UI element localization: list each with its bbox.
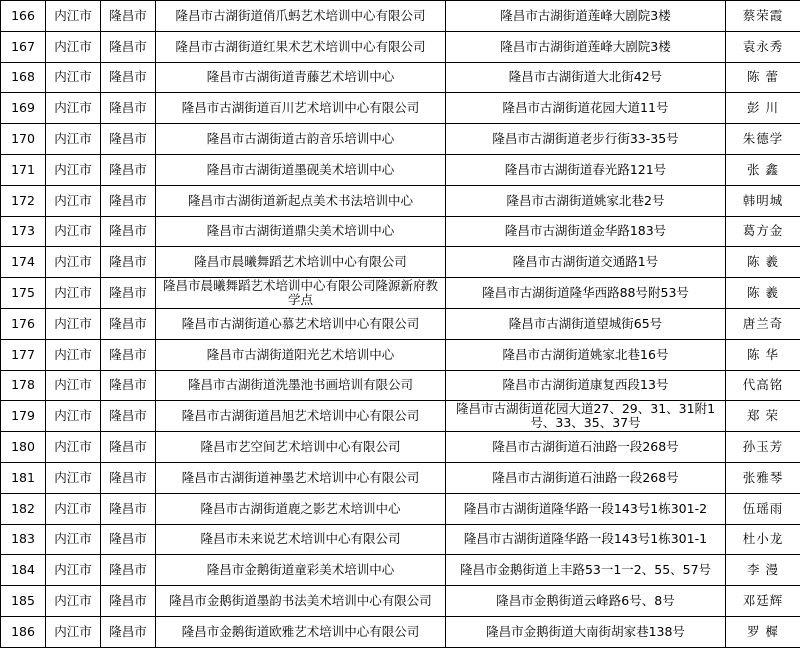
- table-row: [1, 62, 800, 93]
- table-row: [1, 555, 800, 586]
- city-cell: 内江市: [46, 524, 101, 555]
- contact-person-cell: 朱德学: [726, 124, 800, 155]
- institution-name-cell: 隆昌市古湖街道新起点美术书法培训中心: [156, 185, 446, 216]
- county-cell: 隆昌市: [101, 339, 156, 370]
- table-row: [1, 308, 800, 339]
- county-cell: 隆昌市: [101, 124, 156, 155]
- city-cell: 内江市: [46, 370, 101, 401]
- county-cell: 隆昌市: [101, 308, 156, 339]
- contact-person-cell: 邓廷辉: [726, 586, 800, 617]
- institution-name-cell: 隆昌市金鹅街道童彩美术培训中心: [156, 555, 446, 586]
- address-cell: 隆昌市金鹅街道大南街胡家巷138号: [446, 616, 726, 647]
- row-number-cell: 172: [1, 185, 46, 216]
- address-cell: 隆昌市金鹅街道云峰路6号、8号: [446, 586, 726, 617]
- institution-name-cell: 隆昌市艺空间艺术培训中心有限公司: [156, 432, 446, 463]
- city-cell: 内江市: [46, 185, 101, 216]
- table-row: [1, 462, 800, 493]
- table-row: [1, 185, 800, 216]
- row-number-cell: 179: [1, 401, 46, 432]
- address-cell: 隆昌市古湖街道莲峰大剧院3楼: [446, 31, 726, 62]
- city-cell: 内江市: [46, 216, 101, 247]
- county-cell: 隆昌市: [101, 432, 156, 463]
- county-cell: 隆昌市: [101, 370, 156, 401]
- county-cell: 隆昌市: [101, 216, 156, 247]
- institution-name-cell: 隆昌市古湖街道百川艺术培训中心有限公司: [156, 93, 446, 124]
- address-cell: 隆昌市古湖街道石油路一段268号: [446, 432, 726, 463]
- city-cell: 内江市: [46, 493, 101, 524]
- city-cell: 内江市: [46, 247, 101, 278]
- address-cell: 隆昌市古湖街道姚家北巷2号: [446, 185, 726, 216]
- table-row: [1, 401, 800, 432]
- institution-name-cell: 隆昌市晨曦舞蹈艺术培训中心有限公司隆源新府教学点: [156, 278, 446, 309]
- row-number-cell: 178: [1, 370, 46, 401]
- county-cell: 隆昌市: [101, 185, 156, 216]
- contact-person-cell: 代高铭: [726, 370, 800, 401]
- contact-person-cell: 张雅琴: [726, 462, 800, 493]
- city-cell: 内江市: [46, 401, 101, 432]
- address-cell: 隆昌市古湖街道隆华西路88号附53号: [446, 278, 726, 309]
- table-row: [1, 31, 800, 62]
- address-cell: 隆昌市古湖街道康复西段13号: [446, 370, 726, 401]
- address-cell: 隆昌市古湖街道姚家北巷16号: [446, 339, 726, 370]
- contact-person-cell: 陈 蕾: [726, 62, 800, 93]
- institution-name-cell: 隆昌市晨曦舞蹈艺术培训中心有限公司: [156, 247, 446, 278]
- contact-person-cell: 袁永秀: [726, 31, 800, 62]
- institution-name-cell: 隆昌市古湖街道神墨艺术培训中心有限公司: [156, 462, 446, 493]
- row-number-cell: 175: [1, 278, 46, 309]
- row-number-cell: 176: [1, 308, 46, 339]
- address-cell: 隆昌市古湖街道莲峰大剧院3楼: [446, 1, 726, 32]
- table-row: [1, 493, 800, 524]
- row-number-cell: 184: [1, 555, 46, 586]
- address-cell: 隆昌市金鹅街道上丰路53一1一2、55、57号: [446, 555, 726, 586]
- institution-name-cell: 隆昌市古湖街道俏爪蚂艺术培训中心有限公司: [156, 1, 446, 32]
- table-row: [1, 370, 800, 401]
- address-cell: 隆昌市古湖街道石油路一段268号: [446, 462, 726, 493]
- institution-name-cell: 隆昌市古湖街道阳光艺术培训中心: [156, 339, 446, 370]
- contact-person-cell: 唐兰奇: [726, 308, 800, 339]
- city-cell: 内江市: [46, 93, 101, 124]
- institution-name-cell: 隆昌市古湖街道红果术艺术培训中心有限公司: [156, 31, 446, 62]
- table-row: [1, 154, 800, 185]
- county-cell: 隆昌市: [101, 62, 156, 93]
- table-row: [1, 339, 800, 370]
- city-cell: 内江市: [46, 432, 101, 463]
- table-body: [1, 1, 800, 648]
- address-cell: 隆昌市古湖街道隆华路一段143号1栋301-1: [446, 524, 726, 555]
- county-cell: 隆昌市: [101, 524, 156, 555]
- address-cell: 隆昌市古湖街道花园大道11号: [446, 93, 726, 124]
- contact-person-cell: 陈 羲: [726, 278, 800, 309]
- address-cell: 隆昌市古湖街道大北街42号: [446, 62, 726, 93]
- row-number-cell: 167: [1, 31, 46, 62]
- county-cell: 隆昌市: [101, 401, 156, 432]
- contact-person-cell: 郑 荣: [726, 401, 800, 432]
- row-number-cell: 170: [1, 124, 46, 155]
- city-cell: 内江市: [46, 154, 101, 185]
- contact-person-cell: 蔡荣霞: [726, 1, 800, 32]
- county-cell: 隆昌市: [101, 462, 156, 493]
- city-cell: 内江市: [46, 555, 101, 586]
- table-row: [1, 247, 800, 278]
- row-number-cell: 171: [1, 154, 46, 185]
- row-number-cell: 186: [1, 616, 46, 647]
- address-cell: 隆昌市古湖街道隆华路一段143号1栋301-2: [446, 493, 726, 524]
- table-row: [1, 616, 800, 647]
- contact-person-cell: 韩明城: [726, 185, 800, 216]
- county-cell: 隆昌市: [101, 247, 156, 278]
- row-number-cell: 174: [1, 247, 46, 278]
- institution-name-cell: 隆昌市未来说艺术培训中心有限公司: [156, 524, 446, 555]
- row-number-cell: 183: [1, 524, 46, 555]
- county-cell: 隆昌市: [101, 93, 156, 124]
- table-row: [1, 93, 800, 124]
- contact-person-cell: 杜小龙: [726, 524, 800, 555]
- county-cell: 隆昌市: [101, 31, 156, 62]
- contact-person-cell: 陈 羲: [726, 247, 800, 278]
- city-cell: 内江市: [46, 339, 101, 370]
- city-cell: 内江市: [46, 62, 101, 93]
- address-cell: 隆昌市古湖街道望城街65号: [446, 308, 726, 339]
- table-row: [1, 278, 800, 309]
- contact-person-cell: 孙玉芳: [726, 432, 800, 463]
- institution-name-cell: 隆昌市古湖街道洗墨池书画培训有限公司: [156, 370, 446, 401]
- county-cell: 隆昌市: [101, 493, 156, 524]
- contact-person-cell: 葛方金: [726, 216, 800, 247]
- row-number-cell: 168: [1, 62, 46, 93]
- contact-person-cell: 李 漫: [726, 555, 800, 586]
- row-number-cell: 182: [1, 493, 46, 524]
- contact-person-cell: 彭 川: [726, 93, 800, 124]
- city-cell: 内江市: [46, 31, 101, 62]
- institution-name-cell: 隆昌市金鹅街道欧雅艺术培训中心有限公司: [156, 616, 446, 647]
- row-number-cell: 180: [1, 432, 46, 463]
- contact-person-cell: 伍瑶雨: [726, 493, 800, 524]
- institution-name-cell: 隆昌市古湖街道青藤艺术培训中心: [156, 62, 446, 93]
- row-number-cell: 177: [1, 339, 46, 370]
- city-cell: 内江市: [46, 1, 101, 32]
- city-cell: 内江市: [46, 462, 101, 493]
- contact-person-cell: 罗 樨: [726, 616, 800, 647]
- county-cell: 隆昌市: [101, 616, 156, 647]
- contact-person-cell: 张 鑫: [726, 154, 800, 185]
- city-cell: 内江市: [46, 124, 101, 155]
- table-row: [1, 524, 800, 555]
- institution-name-cell: 隆昌市古湖街道鹿之影艺术培训中心: [156, 493, 446, 524]
- table-row: [1, 586, 800, 617]
- city-cell: 内江市: [46, 616, 101, 647]
- address-cell: 隆昌市古湖街道金华路183号: [446, 216, 726, 247]
- table-row: [1, 216, 800, 247]
- row-number-cell: 166: [1, 1, 46, 32]
- table-row: [1, 1, 800, 32]
- county-cell: 隆昌市: [101, 586, 156, 617]
- row-number-cell: 169: [1, 93, 46, 124]
- institution-name-cell: 隆昌市古湖街道墨砚美术培训中心: [156, 154, 446, 185]
- county-cell: 隆昌市: [101, 278, 156, 309]
- row-number-cell: 173: [1, 216, 46, 247]
- county-cell: 隆昌市: [101, 555, 156, 586]
- city-cell: 内江市: [46, 586, 101, 617]
- institution-name-cell: 隆昌市古湖街道古韵音乐培训中心: [156, 124, 446, 155]
- row-number-cell: 185: [1, 586, 46, 617]
- county-cell: 隆昌市: [101, 1, 156, 32]
- address-cell: 隆昌市古湖街道春光路121号: [446, 154, 726, 185]
- city-cell: 内江市: [46, 278, 101, 309]
- row-number-cell: 181: [1, 462, 46, 493]
- address-cell: 隆昌市古湖街道花园大道27、29、31、31附1号、33、35、37号: [446, 401, 726, 432]
- address-cell: 隆昌市古湖街道老步行街33-35号: [446, 124, 726, 155]
- table-row: [1, 124, 800, 155]
- county-cell: 隆昌市: [101, 154, 156, 185]
- table-row: [1, 432, 800, 463]
- institution-name-cell: 隆昌市古湖街道鼎尖美术培训中心: [156, 216, 446, 247]
- institution-name-cell: 隆昌市金鹅街道墨韵书法美术培训中心有限公司: [156, 586, 446, 617]
- institution-name-cell: 隆昌市古湖街道心慕艺术培训中心有限公司: [156, 308, 446, 339]
- contact-person-cell: 陈 华: [726, 339, 800, 370]
- address-cell: 隆昌市古湖街道交通路1号: [446, 247, 726, 278]
- institution-name-cell: 隆昌市古湖街道昌旭艺术培训中心有限公司: [156, 401, 446, 432]
- city-cell: 内江市: [46, 308, 101, 339]
